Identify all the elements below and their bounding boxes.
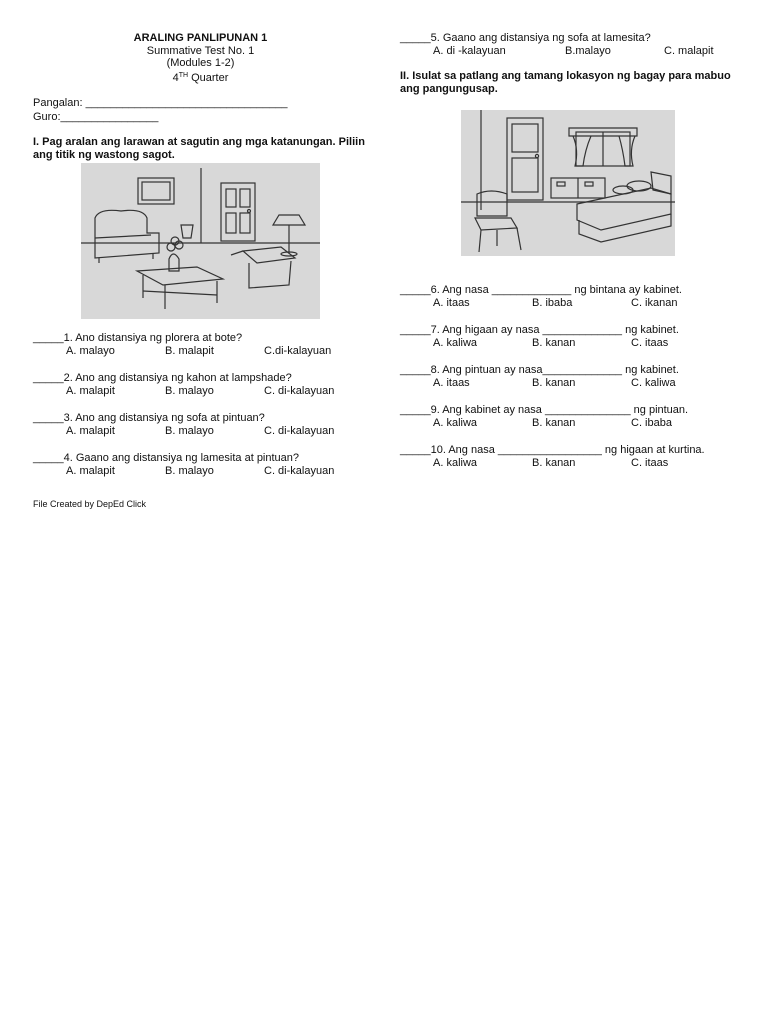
option-a[interactable]: A. kaliwa [433, 337, 478, 349]
question-6 [400, 284, 740, 310]
option-b[interactable]: B. malayo [165, 465, 214, 477]
test-header [33, 32, 368, 84]
answer-options [33, 385, 368, 398]
option-b[interactable]: B. kanan [532, 417, 576, 429]
question-text: _____9. Ang kabinet ay nasa ______________ ng pintuan. [400, 404, 689, 416]
question-3 [33, 412, 368, 438]
part1-instruction: I. Pag aralan ang larawan at sagutin ang mga katanungan. Piliin ang titik ng wastong sagot. [33, 136, 365, 161]
option-a[interactable]: A. malapit [66, 425, 115, 437]
question-text: _____1. Ano distansiya ng plorera at bote? [33, 332, 243, 344]
question-4 [33, 452, 368, 478]
option-b[interactable]: B. ibaba [532, 297, 573, 309]
answer-options [33, 425, 368, 438]
footer-credit: File Created by DepEd Click [33, 499, 147, 509]
option-a[interactable]: A. malapit [66, 465, 115, 477]
answer-options [400, 417, 740, 430]
question-text: _____3. Ano ang distansiya ng sofa at pintuan? [33, 412, 265, 424]
right-column [400, 32, 740, 470]
question-8 [400, 364, 740, 390]
option-a[interactable]: A. itaas [433, 377, 470, 389]
option-c[interactable]: C. kaliwa [631, 377, 676, 389]
option-c[interactable]: C. di-kalayuan [264, 465, 335, 477]
answer-options [400, 297, 740, 310]
question-text: _____5. Gaano ang distansiya ng sofa at lamesita? [400, 32, 651, 44]
part2-questions [400, 284, 740, 470]
name-line[interactable]: Pangalan: _________________________________ [33, 97, 288, 109]
question-text: _____8. Ang pintuan ay nasa_____________ ng kabinet. [400, 364, 679, 376]
question-text: _____7. Ang higaan ay nasa _____________ ng kabinet. [400, 324, 679, 336]
option-a[interactable]: A. kaliwa [433, 457, 478, 469]
question-2 [33, 372, 368, 398]
question-text: _____2. Ano ang distansiya ng kahon at lampshade? [33, 372, 292, 384]
quarter-number: 4 [172, 71, 179, 84]
answer-options [33, 345, 368, 358]
option-b[interactable]: B. kanan [532, 457, 576, 469]
question-text: _____10. Ang nasa _________________ ng higaan at kurtina. [400, 444, 705, 456]
bedroom-picture [461, 110, 675, 256]
option-c[interactable]: C. itaas [631, 457, 669, 469]
part2-instruction: II. Isulat sa patlang ang tamang lokasyon ng bagay para mabuo ang pangungusap. [400, 70, 731, 95]
answer-options [400, 45, 740, 58]
part1-questions [33, 332, 368, 478]
question-5 [400, 32, 740, 58]
subject-title: ARALING PANLIPUNAN 1 [133, 32, 268, 44]
answer-options [400, 457, 740, 470]
option-c[interactable]: C. di-kalayuan [264, 385, 335, 397]
option-a[interactable]: A. kaliwa [433, 417, 478, 429]
answer-options [33, 465, 368, 478]
option-c[interactable]: C. itaas [631, 337, 669, 349]
option-c[interactable]: C. di-kalayuan [264, 425, 335, 437]
option-b[interactable]: B. malapit [165, 345, 214, 357]
answer-options [400, 377, 740, 390]
quarter-label [33, 70, 368, 85]
option-a[interactable]: A. di -kalayuan [433, 45, 506, 57]
option-c[interactable]: C. malapit [664, 45, 714, 57]
option-c[interactable]: C. ikanan [631, 297, 678, 309]
option-c[interactable]: C.di-kalayuan [264, 345, 332, 357]
quarter-word: Quarter [188, 71, 229, 84]
question-text: _____6. Ang nasa _____________ ng bintana ay kabinet. [400, 284, 682, 296]
option-b[interactable]: B.malayo [565, 45, 611, 57]
option-a[interactable]: A. malayo [66, 345, 115, 357]
question-text: _____4. Gaano ang distansiya ng lamesita at pintuan? [33, 452, 300, 464]
option-a[interactable]: A. malapit [66, 385, 115, 397]
question-10 [400, 444, 740, 470]
answer-options [400, 337, 740, 350]
question-1 [33, 332, 368, 358]
quarter-suffix: TH [178, 71, 189, 79]
question-9 [400, 404, 740, 430]
option-c[interactable]: C. ibaba [631, 417, 672, 429]
living-room-picture [81, 163, 320, 319]
test-number: Summative Test No. 1 [146, 44, 255, 57]
question-7 [400, 324, 740, 350]
option-a[interactable]: A. itaas [433, 297, 470, 309]
teacher-line[interactable]: Guro:________________ [33, 111, 159, 123]
left-column [33, 32, 368, 478]
option-b[interactable]: B. kanan [532, 337, 576, 349]
modules-label: (Modules 1-2) [166, 57, 235, 69]
option-b[interactable]: B. malayo [165, 385, 214, 397]
option-b[interactable]: B. kanan [532, 377, 576, 389]
student-info [33, 96, 368, 124]
option-b[interactable]: B. malayo [165, 425, 214, 437]
